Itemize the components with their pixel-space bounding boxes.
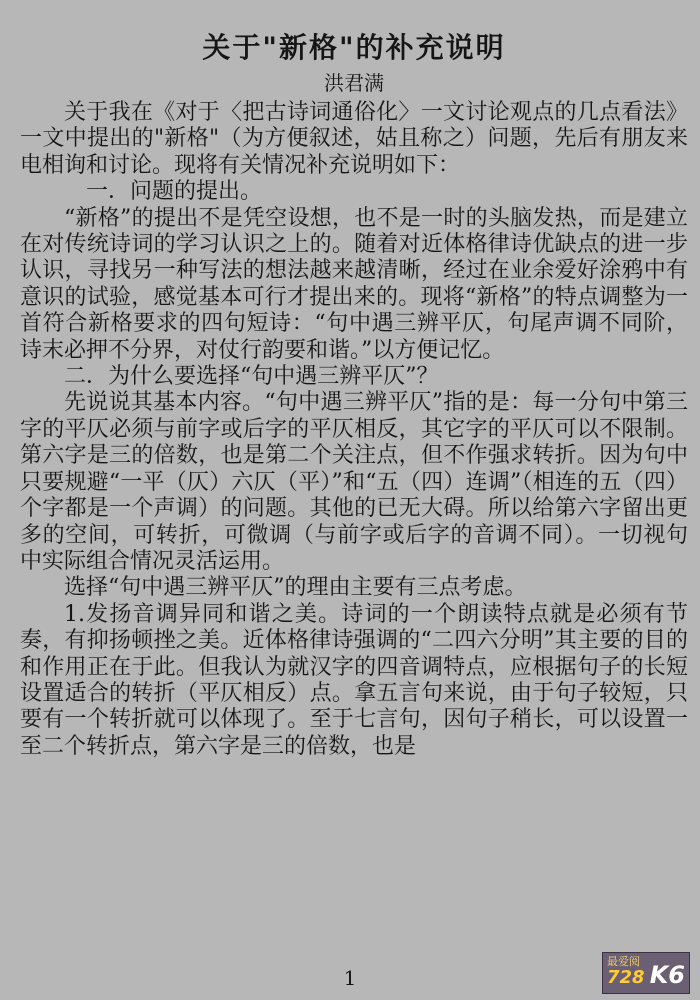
section-heading-1: 一．问题的提出。 bbox=[86, 179, 263, 205]
document-author: 洪君满 bbox=[324, 71, 384, 95]
logo-text-big: K6 bbox=[649, 961, 685, 989]
logo-text-mid: 728 bbox=[607, 967, 645, 988]
paragraph-reasons-intro: 选择“句中遇三辨平仄”的理由主要有三点考虑。 bbox=[64, 575, 527, 601]
watermark-logo bbox=[602, 952, 690, 994]
page-number: 1 bbox=[343, 966, 357, 990]
paragraph-reason-1: 1.发扬音调异同和谐之美。诗词的一个朗读特点就是必须有节奏，有抑扬顿挫之美。近体格律诗强调的“二四六分明”其主要的目的和作用正在于此。但我认为就汉字的四音调特点，应根据句子的长短设置适合的转折（平仄相反）点。拿五言句来说，由于句子较短，只要有一个转折就可以体现了。至于七言句，因句子稍长，可以设置一至二个转折点，第六字是三的倍数，也是 bbox=[20, 601, 688, 759]
logo-text-top: 最爱阅 bbox=[607, 955, 640, 968]
paragraph-section-1: “新格”的提出不是凭空设想，也不是一时的头脑发热，而是建立在对传统诗词的学习认识之上的。随着对近体格律诗优缺点的进一步认识，寻找另一种写法的想法越来越清晰，经过在业余爱好涂鸦中有意识的试验，感觉基本可行才提出来的。现将“新格”的特点调整为一首符合新格要求的四句短诗：“句中遇三辨平仄，句尾声调不同阶，诗末必押不分界，对仗行韵要和谐。”以方便记忆。 bbox=[20, 205, 688, 363]
document-page bbox=[20, 30, 688, 760]
paragraph-intro: 关于我在《对于〈把古诗词通俗化〉一文讨论观点的几点看法》一文中提出的"新格"（为方便叙述，姑且称之）问题，先后有朋友来电相询和讨论。现将有关情况补充说明如下： bbox=[20, 100, 688, 178]
paragraph-section-2: 先说说其基本内容。“句中遇三辨平仄”指的是：每一分句中第三字的平仄必须与前字或后字的平仄相反，其它字的平仄可以不限制。第六字是三的倍数，也是第二个关注点，但不作强求转折。因为句中只要规避“一平（仄）六仄（平）”和“五（四）连调”（相连的五（四）个字都是一个声调）的问题。其他的已无大碍。所以给第六字留出更多的空间，可转折，可微调（与前字或后字的音调不同）。一切视句中实际组合情况灵活运用。 bbox=[20, 390, 688, 574]
section-heading-2: 二．为什么要选择“句中遇三辨平仄”？ bbox=[64, 364, 439, 390]
document-title: 关于"新格"的补充说明 bbox=[202, 31, 506, 64]
